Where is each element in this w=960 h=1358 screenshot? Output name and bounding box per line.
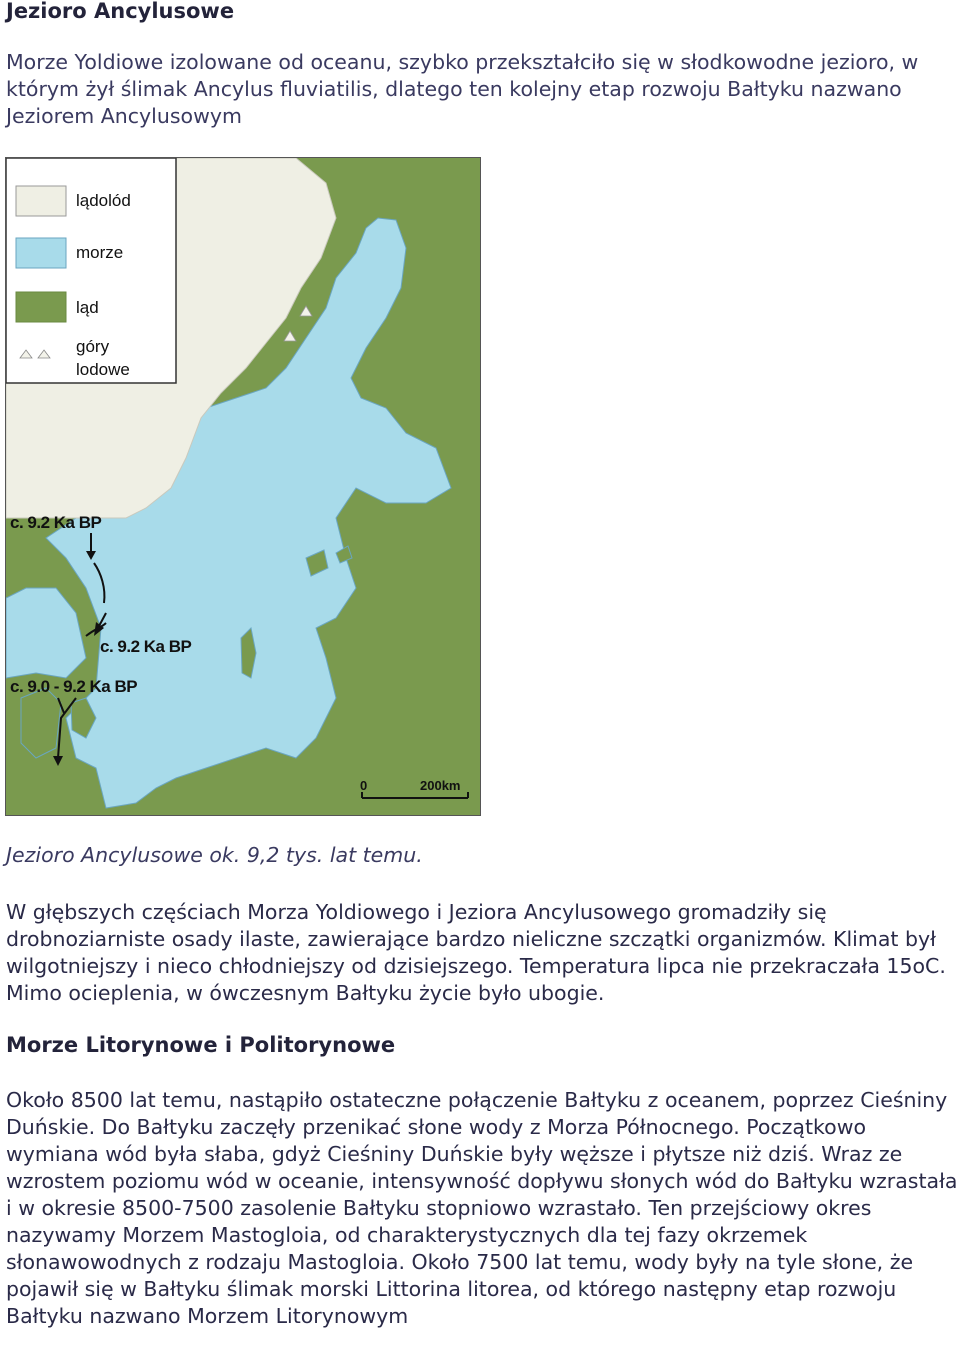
paragraph-littorina: Około 8500 lat temu, nastąpiło ostateczne połączenie Bałtyku z oceanem, poprzez Cieśniny Duńskie. Do Bałtyku zaczęły przenikać słone wody z Morza Północnego. Początkowo wymiana wód była słaba, gdyż Cieśniny Duńskie były węższe i płytsze niż dziś. Wraz ze wzrostem poziomu wód w oceanie, intensywność dopływu słonych wód do Bałtyku wzrastała i w okresie 8500-7500 zasolenie Bałtyku stopniowo wzrastało. Ten przejściowy okres nazywamy Morzem Mastogloia, od charakterystycznych dla tej fazy okrzemek słonawowodnych z rodzaju Mastogloia. Około 7500 lat temu, wody były na tyle słone, że pojawił się w Bałtyku ślimak morski Littorina litorea, od którego następny etap rozwoju Bałtyku nazwano Morzem Litorynowym [6,1088,958,1328]
section-title-ancylus: Jezioro Ancylusowe [6,0,235,23]
map-legend [6,158,176,383]
ancylus-lake-map [5,157,481,816]
scale-start-label: 0 [360,778,368,793]
scale-end-label: 200km [420,778,461,793]
legend-ice-swatch [16,186,66,216]
map-label-1: c. 9.2 Ka BP [10,513,102,532]
paragraph-sediments: W głębszych częściach Morza Yoldiowego i Jeziora Ancylusowego gromadziły się drobnoziarniste osady ilaste, zawierające bardzo nieliczne szczątki organizmów. Klimat był wilgotniejszy i nieco chłodniejszy od dzisiejszego. Temperatura lipca nie przekraczała 15oC. Mimo ocieplenia, w ówczesnym Bałtyku życie było ubogie. [6,900,946,1005]
legend-ice-label: lądolód [76,191,131,210]
intro-paragraph: Morze Yoldiowe izolowane od oceanu, szybko przekształciło się w słodkowodne jezioro, w którym żył ślimak Ancylus fluviatilis, dlatego ten kolejny etap rozwoju Bałtyku nazwano Jeziorem Ancylusowym [6,50,919,128]
legend-sea-label: morze [76,243,124,262]
figure-caption: Jezioro Ancylusowe ok. 9,2 tys. lat temu. [6,843,423,867]
legend-sea-swatch [16,238,66,268]
map-label-3: c. 9.0 - 9.2 Ka BP [10,677,138,696]
legend-land-swatch [16,292,66,322]
map-label-2: c. 9.2 Ka BP [100,637,192,656]
legend-land-label: ląd [76,298,99,317]
legend-icebergs-label-2: lodowe [76,360,130,379]
legend-icebergs-label-1: góry [76,337,110,356]
section-title-littorina: Morze Litorynowe i Politorynowe [6,1033,396,1057]
